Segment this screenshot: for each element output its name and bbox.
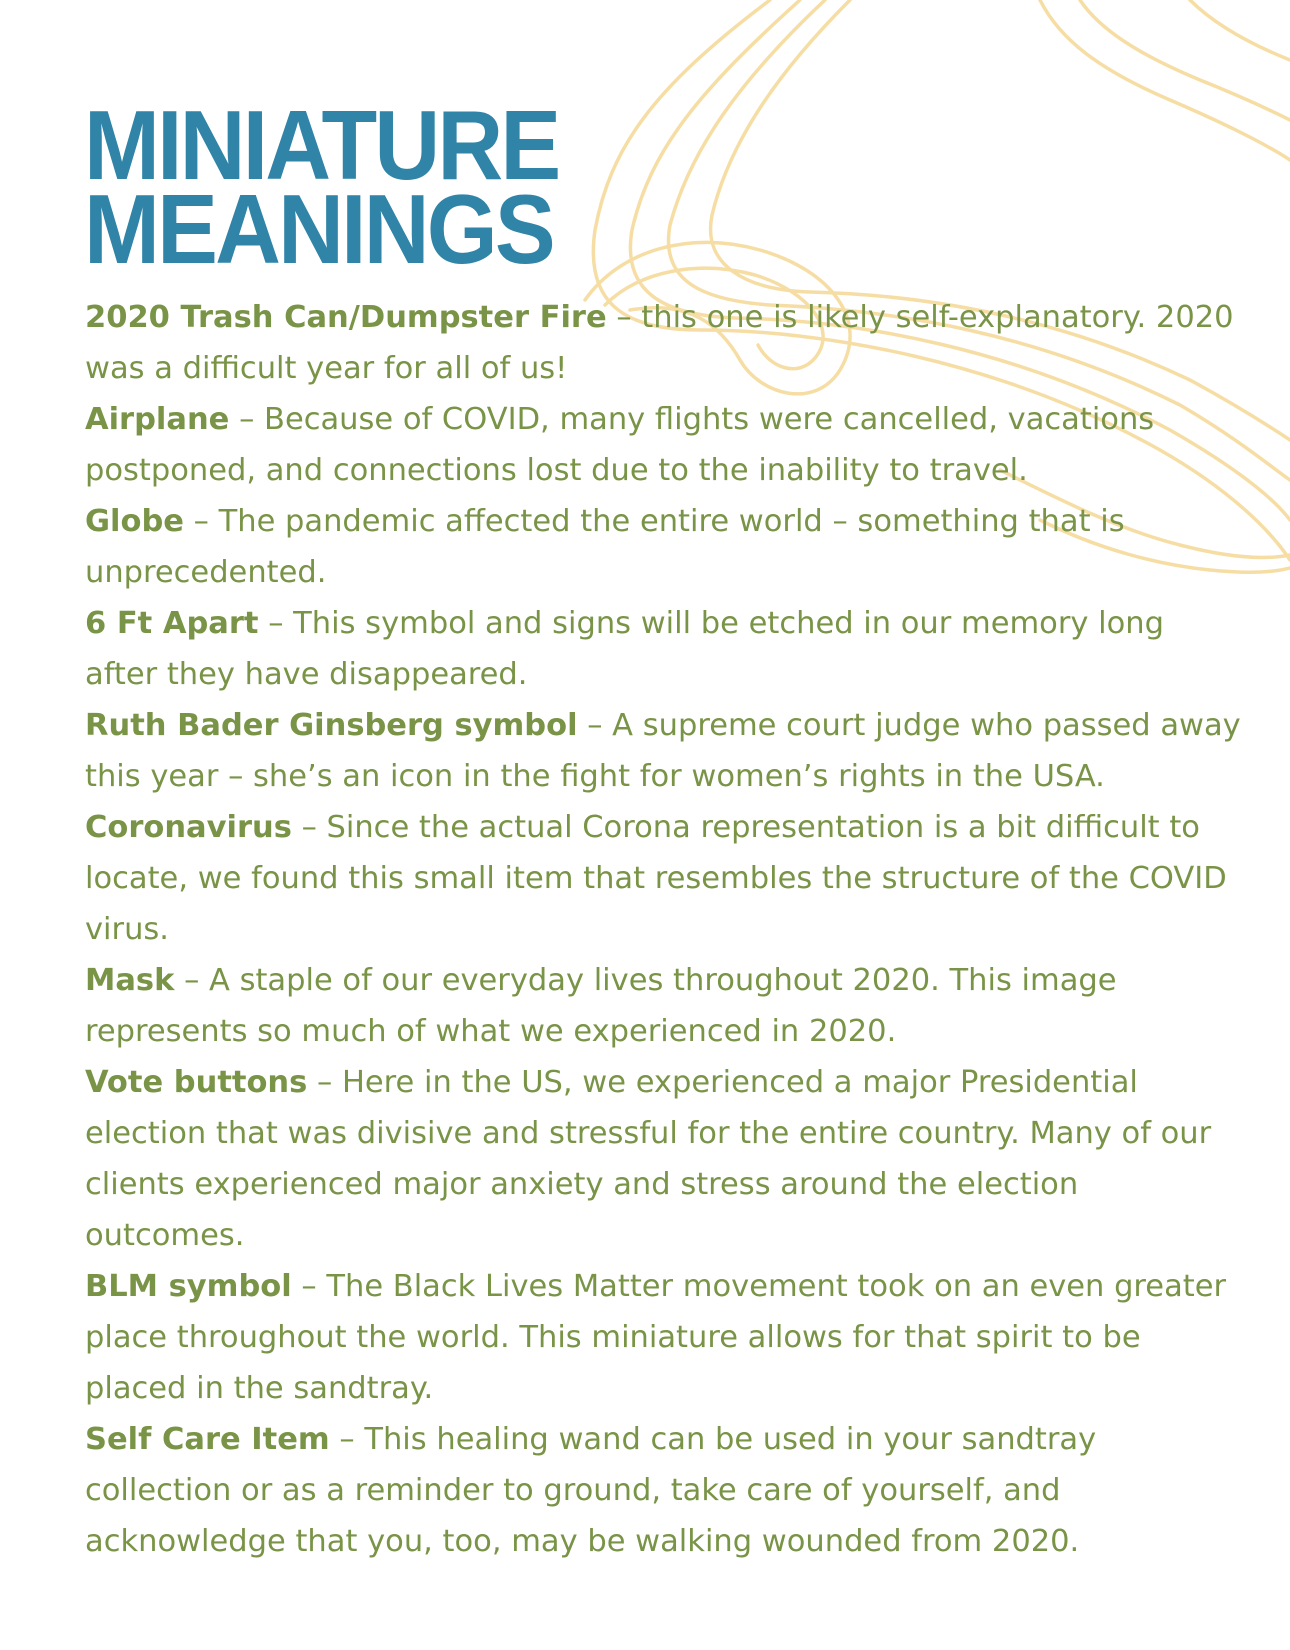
entry-description: – The Black Lives Matter movement took on an even greater place throughout the world. This miniature allows for that spirit to be placed in the sandtray.	[85, 1269, 1227, 1406]
miniature-meanings-list	[85, 292, 1245, 1567]
entry-term: Self Care Item	[85, 1422, 330, 1457]
entry-term: BLM symbol	[85, 1269, 292, 1304]
entry-ruth-bader-ginsberg	[85, 700, 1245, 802]
entry-trash-can	[85, 292, 1245, 394]
entry-term: Airplane	[85, 402, 230, 437]
entry-description: – This symbol and signs will be etched in our memory long after they have disappeared.	[85, 606, 1164, 692]
entry-6-ft-apart	[85, 598, 1245, 700]
entry-term: Vote buttons	[85, 1065, 308, 1100]
entry-mask	[85, 955, 1245, 1057]
entry-description: – this one is likely self-explanatory. 2020 was a difficult year for all of us!	[85, 300, 1234, 386]
entry-description: – This healing wand can be used in your sandtray collection or as a reminder to ground, take care of yourself, and acknowledge that you, too, may be walking wounded from 2020.	[85, 1422, 1097, 1559]
entry-term: Globe	[85, 504, 184, 539]
entry-term: 6 Ft Apart	[85, 606, 259, 641]
entry-coronavirus	[85, 802, 1245, 955]
entry-description: – Since the actual Corona representation is a bit difficult to locate, we found this small item that resembles the structure of the COVID virus.	[85, 810, 1227, 947]
entry-self-care-item	[85, 1414, 1245, 1567]
entry-globe	[85, 496, 1245, 598]
title-line-1: MINIATURE	[84, 90, 559, 200]
entry-description: – Because of COVID, many flights were cancelled, vacations postponed, and connections lost due to the inability to travel.	[85, 402, 1155, 488]
entry-vote-buttons	[85, 1057, 1245, 1261]
entry-airplane	[85, 394, 1245, 496]
entry-term: Ruth Bader Ginsberg symbol	[85, 708, 578, 743]
entry-blm-symbol	[85, 1261, 1245, 1414]
entry-description: – A staple of our everyday lives throughout 2020. This image represents so much of what we experienced in 2020.	[85, 963, 1117, 1049]
entry-description: – The pandemic affected the entire world – something that is unprecedented.	[85, 504, 1125, 590]
entry-description: – A supreme court judge who passed away this year – she’s an icon in the fight for women’s rights in the USA.	[85, 708, 1241, 794]
page-title	[84, 90, 559, 284]
entry-term: 2020 Trash Can/Dumpster Fire	[85, 300, 607, 335]
entry-description: – Here in the US, we experienced a major Presidential election that was divisive and stressful for the entire country. Many of our clients experienced major anxiety and stress around the election outcomes.	[85, 1065, 1212, 1253]
title-line-2: MEANINGS	[84, 174, 553, 284]
entry-term: Mask	[85, 963, 175, 998]
entry-term: Coronavirus	[85, 810, 292, 845]
